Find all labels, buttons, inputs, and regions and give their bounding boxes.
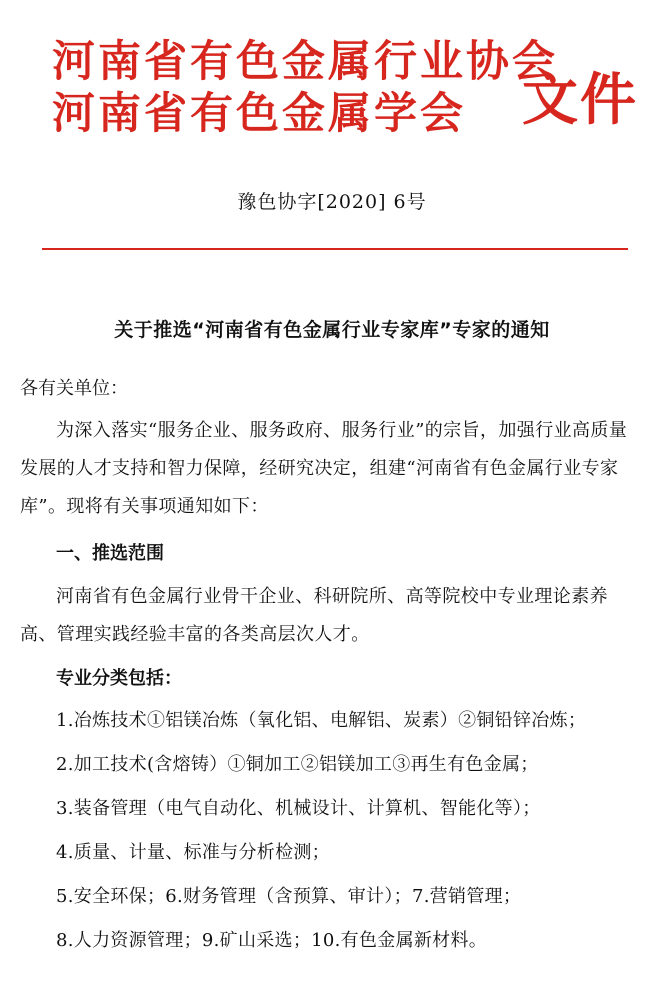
list-item: 4.质量、计量、标准与分析检测；: [56, 842, 330, 863]
intro-paragraph: 为深入落实“服务企业、服务政府、服务行业”的宗旨，加强行业高质量发展的人才支持和智力保障，经研究决定，组建“河南省有色金属行业专家库”。现将有关事项通知如下：: [20, 420, 628, 517]
letterhead-org-line-1: 河南省有色金属行业协会: [52, 37, 558, 87]
list-item: 2.加工技术(含熔铸）①铜加工②铝镁加工③再生有色金属；: [56, 754, 539, 775]
list-item: 3.装备管理（电气自动化、机械设计、计算机、智能化等）；: [56, 798, 541, 819]
list-item: 5.安全环保；6.财务管理（含预算、审计）；7.营销管理；: [56, 886, 522, 907]
document-number: 豫色协字[2020] 6号: [237, 191, 427, 213]
section-heading: 一、推选范围: [56, 543, 164, 564]
letterhead-divider: [42, 248, 628, 250]
category-list: [56, 702, 586, 966]
letterhead-org-names: [52, 36, 558, 140]
section-paragraph: 河南省有色金属行业骨干企业、科研院所、高等院校中专业理论素养高、管理实践经验丰富的各类高层次人才。: [20, 586, 608, 645]
list-item: 8.人力资源管理；9.矿山采选；10.有色金属新材料。: [56, 930, 488, 951]
category-subheading: 专业分类包括：: [56, 668, 182, 689]
notice-title: 关于推选“河南省有色金属行业专家库”专家的通知: [114, 319, 550, 341]
letterhead-org-line-2: 河南省有色金属学会: [52, 89, 466, 139]
greeting: 各有关单位：: [20, 378, 128, 399]
list-item: 1.冶炼技术①铝镁冶炼（氧化铝、电解铝、炭素）②铜铅锌冶炼；: [56, 710, 587, 731]
letterhead-doc-word: 文件: [522, 67, 638, 133]
